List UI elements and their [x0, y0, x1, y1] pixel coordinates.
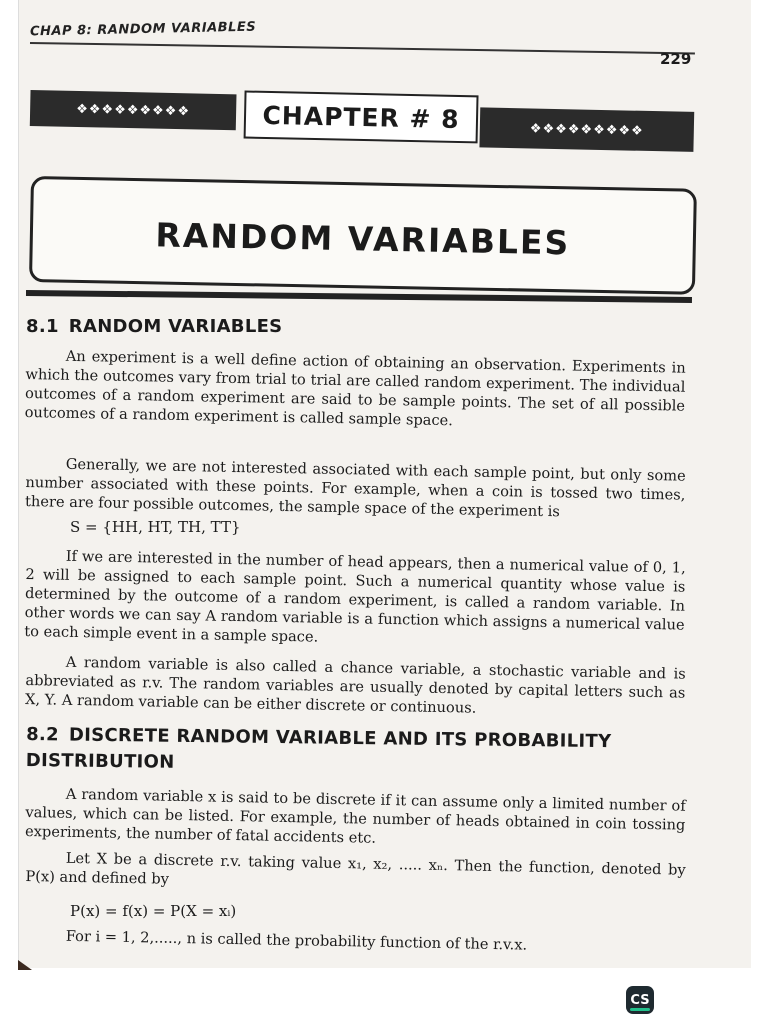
camscanner-logo-icon: CS	[626, 986, 654, 1014]
paragraph: Generally, we are not interested associated with each sample point, but only some number associated with these points. For example, when a coin is tossed two times, there are four possible outcomes, the sample space of the experiment is	[24, 455, 686, 521]
paragraph: A random variable is also called a chance variable, a stochastic variable and is abbreviated as r.v. The random variables are usually denoted by capital letters such as X, Y. A random variable can be either discrete or continuous.	[24, 653, 686, 717]
section-title: RANDOM VARIABLES	[68, 316, 283, 337]
section-number: 8.2	[26, 724, 60, 746]
paragraph: For i = 1, 2,....., n is called the probability function of the r.v.x.	[65, 927, 528, 954]
section-number: 8.1	[26, 316, 59, 337]
probability-formula: P(x) = f(x) = P(X = xᵢ)	[70, 902, 237, 920]
section-heading-8-1	[26, 316, 282, 337]
chapter-title: RANDOM VARIABLES	[155, 214, 571, 262]
page-number: 229	[660, 50, 692, 68]
running-head: CHAP 8: RANDOM VARIABLES	[29, 19, 257, 40]
ornament-band-left: ❖❖❖❖❖❖❖❖❖	[30, 90, 237, 130]
page-corner-mark	[18, 960, 32, 970]
chapter-title-box	[29, 176, 697, 295]
paragraph: If we are interested in the number of head appears, then a numerical value of 0, 1, 2 will be assigned to each sample point. Such a numerical quantity whose value is determined by the outcome of a random experiment, is called a random variable. In other words we can say A random variable is a function which assigns a numerical value to each simple event in a sample space.	[24, 547, 686, 646]
section-title: DISCRETE RANDOM VARIABLE AND ITS PROBABILITY DISTRIBUTION	[25, 724, 612, 773]
chapter-label: CHAPTER # 8	[244, 90, 479, 143]
ornament-band-right: ❖❖❖❖❖❖❖❖❖	[479, 107, 694, 151]
paragraph: An experiment is a well define action of obtaining an observation. Experiments in which the outcomes vary from trial to trial are called random experiment. The individual outcomes of a random experiment are said to be sample points. The set of all possible outcomes of a random experiment is called sample space.	[24, 347, 686, 430]
paragraph: Let X be a discrete r.v. taking value x₁, x₂, ..... xₙ. Then the function, denoted by P(x) and defined by	[25, 849, 686, 888]
sample-space-equation: S = {HH, HT, TH, TT}	[70, 518, 241, 536]
section-heading-8-2	[26, 722, 687, 782]
paragraph: A random variable x is said to be discrete if it can assume only a limited number of values, which can be listed. For example, the number of heads obtained in coin tossing experiments, the number of fatal accidents etc.	[24, 785, 686, 847]
